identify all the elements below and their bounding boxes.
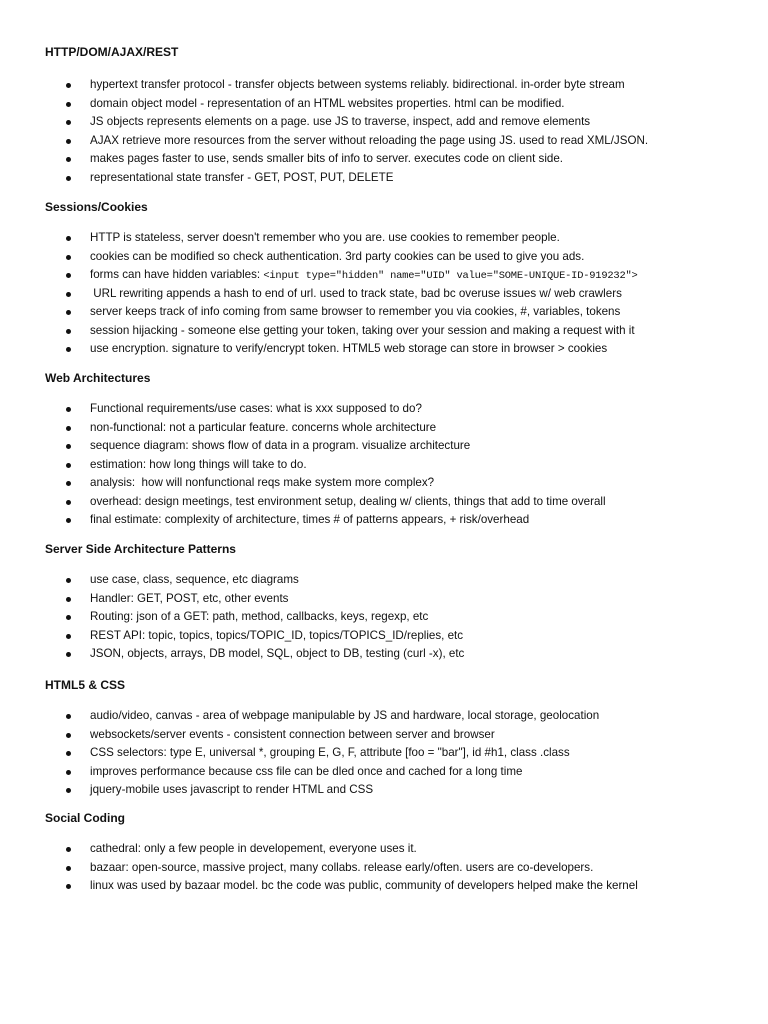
inline-code: <input type="hidden" name="UID" value="SOME-UNIQUE-ID-919232"> [263,270,638,282]
bullet-icon [66,578,71,583]
list-item: jquery-mobile uses javascript to render HTML and CSS [0,781,599,800]
bullet-icon [66,176,71,181]
list-item: Functional requirements/use cases: what is xxx supposed to do? [0,400,606,419]
bullet-icon [66,444,71,449]
list-item: URL rewriting appends a hash to end of url. used to track state, bad bc overuse issues w/ web crawlers [0,285,638,304]
list-item: JS objects represents elements on a page. use JS to traverse, inspect, add and remove elements [0,113,648,132]
bullet-icon [66,347,71,352]
bullet-list [0,840,638,896]
bullet-icon [66,292,71,297]
list-item: AJAX retrieve more resources from the server without reloading the page using JS. used to read XML/JSON. [0,132,648,151]
section-heading: HTTP/DOM/AJAX/REST [45,45,179,59]
bullet-icon [66,866,71,871]
bullet-icon [66,733,71,738]
bullet-icon [66,463,71,468]
bullet-icon [66,120,71,125]
bullet-icon [66,481,71,486]
bullet-list [0,571,464,664]
list-item: cookies can be modified so check authentication. 3rd party cookies can be used to give you ads. [0,248,638,267]
list-item: REST API: topic, topics, topics/TOPIC_ID, topics/TOPICS_ID/replies, etc [0,627,464,646]
list-item: JSON, objects, arrays, DB model, SQL, object to DB, testing (curl -x), etc [0,645,464,664]
bullet-icon [66,500,71,505]
section-heading: Server Side Architecture Patterns [45,542,236,556]
list-item: analysis: how will nonfunctional reqs make system more complex? [0,474,606,493]
bullet-icon [66,714,71,719]
bullet-list [0,76,648,187]
list-item: audio/video, canvas - area of webpage manipulable by JS and hardware, local storage, geolocation [0,707,599,726]
bullet-icon [66,751,71,756]
bullet-icon [66,329,71,334]
list-item: Handler: GET, POST, etc, other events [0,590,464,609]
bullet-icon [66,770,71,775]
list-item: linux was used by bazaar model. bc the code was public, community of developers helped make the kernel [0,877,638,896]
list-item: websockets/server events - consistent connection between server and browser [0,726,599,745]
bullet-icon [66,139,71,144]
bullet-icon [66,518,71,523]
bullet-icon [66,652,71,657]
bullet-icon [66,788,71,793]
list-item: domain object model - representation of an HTML websites properties. html can be modified. [0,95,648,114]
list-item: makes pages faster to use, sends smaller bits of info to server. executes code on client side. [0,150,648,169]
list-item: HTTP is stateless, server doesn't remember who you are. use cookies to remember people. [0,229,638,248]
bullet-list [0,229,638,359]
bullet-icon [66,157,71,162]
bullet-icon [66,102,71,107]
bullet-icon [66,884,71,889]
list-item: bazaar: open-source, massive project, many collabs. release early/often. users are co-developers. [0,859,638,878]
list-item: improves performance because css file can be dled once and cached for a long time [0,763,599,782]
list-item: Routing: json of a GET: path, method, callbacks, keys, regexp, etc [0,608,464,627]
bullet-icon [66,273,71,278]
bullet-icon [66,310,71,315]
section-heading: Sessions/Cookies [45,200,148,214]
bullet-icon [66,83,71,88]
list-item: server keeps track of info coming from same browser to remember you via cookies, #, variables, tokens [0,303,638,322]
bullet-list [0,400,606,530]
section-heading: Web Architectures [45,371,151,385]
list-item: overhead: design meetings, test environment setup, dealing w/ clients, things that add to time overall [0,493,606,512]
bullet-icon [66,634,71,639]
bullet-icon [66,236,71,241]
list-item: sequence diagram: shows flow of data in a program. visualize architecture [0,437,606,456]
list-item: CSS selectors: type E, universal *, grouping E, G, F, attribute [foo = "bar"], id #h1, class .class [0,744,599,763]
list-item: representational state transfer - GET, POST, PUT, DELETE [0,169,648,188]
bullet-icon [66,426,71,431]
bullet-icon [66,407,71,412]
bullet-list [0,707,599,800]
bullet-icon [66,597,71,602]
list-item: cathedral: only a few people in developement, everyone uses it. [0,840,638,859]
section-heading: HTML5 & CSS [45,678,126,692]
list-item: hypertext transfer protocol - transfer objects between systems reliably. bidirectional. in-order byte stream [0,76,648,95]
list-item: forms can have hidden variables: <input type="hidden" name="UID" value="SOME-UNIQUE-ID-919232"> [0,266,638,285]
list-item: use encryption. signature to verify/encrypt token. HTML5 web storage can store in browser > cookies [0,340,638,359]
list-item: use case, class, sequence, etc diagrams [0,571,464,590]
list-item: session hijacking - someone else getting your token, taking over your session and making a request with it [0,322,638,341]
section-heading: Social Coding [45,811,126,825]
list-item: non-functional: not a particular feature. concerns whole architecture [0,419,606,438]
bullet-icon [66,847,71,852]
bullet-icon [66,615,71,620]
list-item: estimation: how long things will take to do. [0,456,606,475]
list-item: final estimate: complexity of architecture, times # of patterns appears, + risk/overhead [0,511,606,530]
bullet-icon [66,255,71,260]
